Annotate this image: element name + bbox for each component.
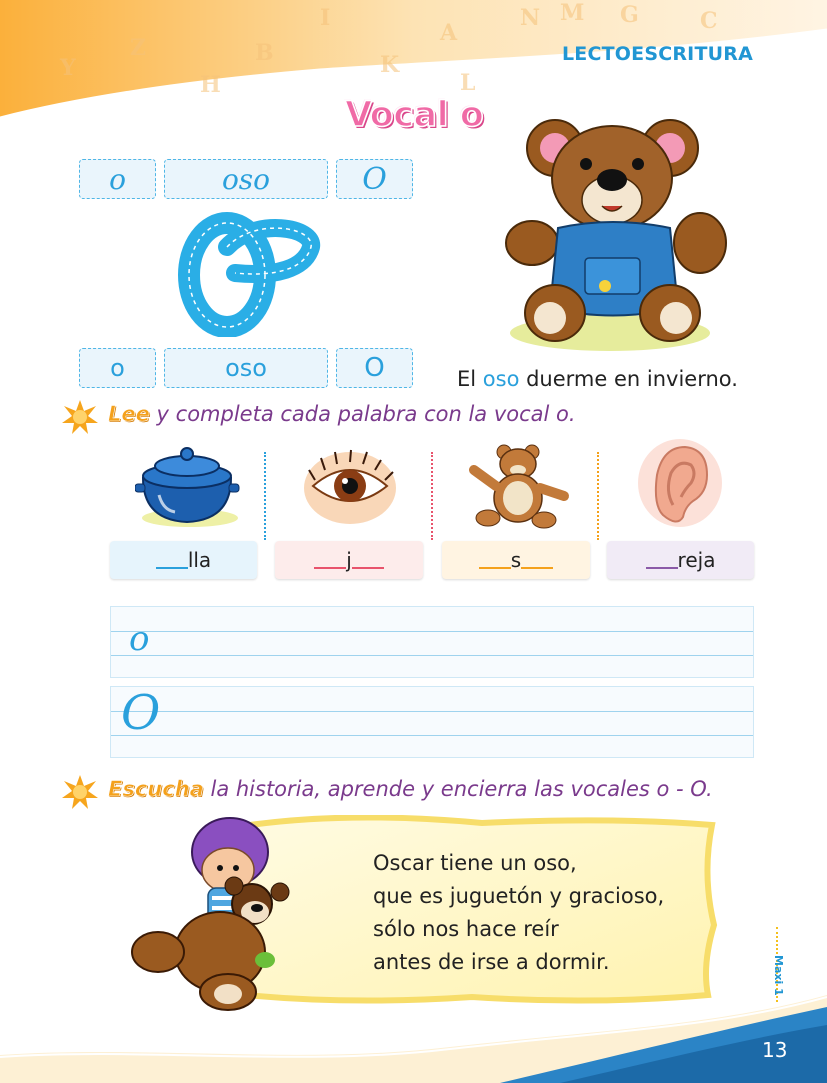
writing-practice-lowercase[interactable]	[110, 606, 754, 678]
upper-print-letter: O	[364, 353, 385, 383]
activity2-instruction	[108, 777, 713, 801]
answer-blank[interactable]	[352, 551, 384, 569]
upper-cursive-box	[336, 159, 413, 199]
story-text	[373, 847, 664, 979]
word-fragment: lla	[187, 548, 212, 572]
separator	[431, 452, 433, 540]
story-line: Oscar tiene un oso,	[373, 851, 577, 875]
word-print-box	[164, 348, 328, 388]
star-burst-icon	[60, 773, 100, 811]
teddy-bear-illustration	[500, 108, 740, 358]
page-title: Vocal o	[345, 95, 484, 135]
guide-line	[111, 655, 753, 656]
footer-decoration	[0, 985, 827, 1083]
svg-text:A: A	[440, 20, 458, 46]
story-line: antes de irse a dormir.	[373, 950, 610, 974]
story-line: sólo nos hace reír	[373, 917, 559, 941]
svg-text:Y: Y	[60, 55, 76, 81]
separator	[597, 452, 599, 540]
answer-blank[interactable]	[521, 551, 553, 569]
page-number: 13	[762, 1038, 788, 1062]
pot-icon	[135, 440, 240, 530]
svg-text:Z: Z	[130, 35, 147, 61]
upper-cursive-letter: O	[362, 161, 387, 197]
guide-line	[111, 631, 753, 632]
separator	[264, 452, 266, 540]
svg-text:H: H	[200, 72, 221, 98]
model-uppercase-letter: O	[121, 685, 161, 741]
word-cursive: oso	[221, 162, 271, 196]
word-print: oso	[225, 354, 267, 382]
sentence-highlight: oso	[482, 367, 520, 391]
word-cursive-box	[164, 159, 328, 199]
answer-blank[interactable]	[479, 551, 511, 569]
word-completion-item[interactable]	[442, 541, 590, 579]
svg-text:K: K	[380, 52, 400, 78]
boy-with-bear-illustration	[130, 812, 305, 1012]
ear-icon	[635, 435, 725, 530]
activity1-keyword: Lee	[108, 402, 150, 426]
sentence-start: El	[457, 367, 483, 391]
side-note: Maxi 1	[772, 955, 785, 996]
answer-blank[interactable]	[646, 551, 678, 569]
sentence-end: duerme en invierno.	[519, 367, 738, 391]
star-burst-icon	[60, 398, 100, 436]
upper-print-box	[336, 348, 413, 388]
word-fragment: s	[510, 548, 522, 572]
activity2-keyword: Escucha	[108, 777, 204, 801]
guide-line	[111, 711, 753, 712]
activity1-instruction	[108, 402, 576, 426]
word-completion-item[interactable]	[275, 541, 423, 579]
lower-cursive-letter: o	[109, 162, 126, 196]
lower-print-letter: o	[110, 354, 125, 382]
guide-line	[111, 735, 753, 736]
answer-blank[interactable]	[314, 551, 346, 569]
svg-text:M: M	[560, 0, 585, 26]
svg-text:N: N	[520, 5, 541, 31]
svg-text:C: C	[700, 8, 718, 34]
svg-text:B: B	[255, 40, 274, 66]
eye-icon	[295, 440, 400, 530]
svg-text:I: I	[320, 5, 331, 31]
svg-text:G: G	[620, 2, 639, 28]
section-label: LECTOESCRITURA	[562, 43, 753, 65]
example-sentence	[457, 367, 738, 391]
story-line: que es juguetón y gracioso,	[373, 884, 665, 908]
word-completion-item[interactable]	[607, 541, 754, 579]
word-completion-item[interactable]	[110, 541, 257, 579]
writing-practice-uppercase[interactable]	[110, 686, 754, 758]
svg-text:L: L	[460, 70, 476, 96]
word-fragment: reja	[677, 548, 716, 572]
stroke-order-letter-icon	[175, 207, 325, 337]
bear-icon	[462, 440, 572, 530]
lower-print-box	[79, 348, 156, 388]
activity2-text: la historia, aprende y encierra las vocales o - O.	[203, 777, 713, 801]
model-lowercase-letter: o	[129, 619, 150, 659]
activity1-text: y completa cada palabra con la vocal o.	[149, 402, 576, 426]
answer-blank[interactable]	[156, 551, 188, 569]
lower-cursive-box	[79, 159, 156, 199]
word-fragment: j	[346, 548, 352, 572]
